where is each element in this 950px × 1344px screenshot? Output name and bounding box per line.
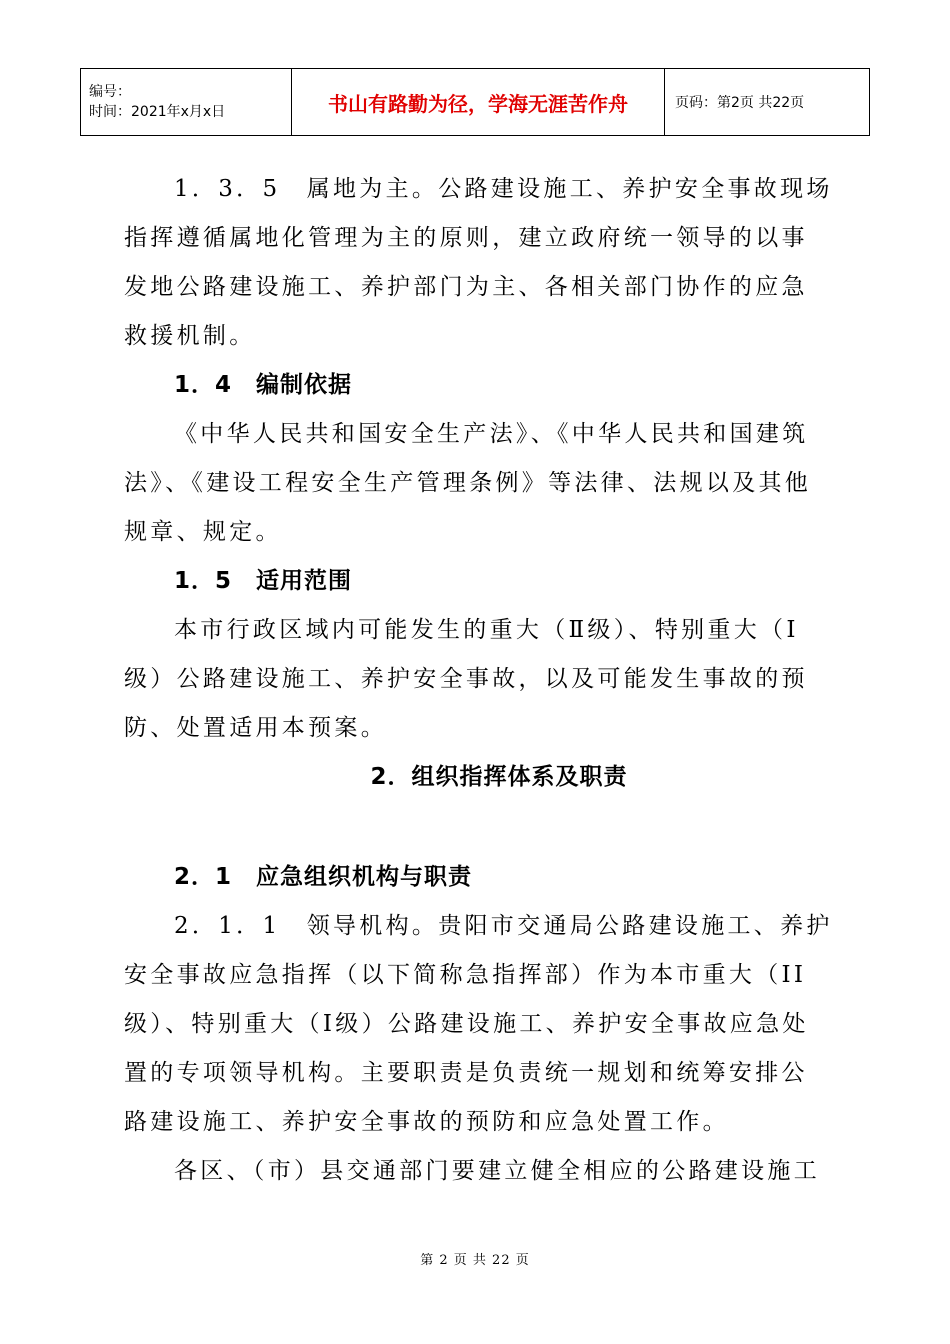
page-footer: 第 2 页 共 22 页 [420, 1253, 530, 1268]
header-motto: 书山有路勤为径，学海无涯苦作舟 [292, 69, 665, 136]
paragraph-2-1-1: 2．1．1 领导机构。贵阳市交通局公路建设施工、养护安全事故应急指挥（以下简称急指挥部）作为本市重大（II级）、特别重大（Ⅰ级）公路建设施工、养护安全事故应急处置的专项领导机构。主要职责是负责统一规划和统筹安排公路建设施工、养护安全事故的预防和应急处置工作。 [124, 913, 833, 1135]
header-page-info: 页码：第2页 共22页 [665, 69, 870, 136]
time-label: 时间：2021年x月x日 [89, 104, 226, 120]
paragraph-basis: 《中华人民共和国安全生产法》、《中华人民共和国建筑法》、《建设工程安全生产管理条例》等法律、法规以及其他规章、规定。 [124, 421, 812, 545]
section-heading-2: 2．组织指挥体系及职责 [370, 764, 628, 790]
header-meta [81, 69, 292, 136]
number-label: 编号： [89, 84, 131, 100]
paragraph-districts: 各区、（市）县交通部门要建立健全相应的公路建设施工 [174, 1158, 820, 1184]
paragraph-1-3-5: 1．3．5 属地为主。公路建设施工、养护安全事故现场指挥遵循属地化管理为主的原则，建立政府统一领导的以事发地公路建设施工、养护部门为主、各相关部门协作的应急救援机制。 [124, 176, 833, 349]
heading-1-4: 1．4 编制依据 [174, 372, 353, 398]
header-table [80, 68, 870, 136]
document-body [124, 165, 834, 1196]
heading-2-1: 2．1 应急组织机构与职责 [174, 864, 473, 890]
heading-1-5: 1．5 适用范围 [174, 568, 353, 594]
paragraph-scope: 本市行政区域内可能发生的重大（Ⅱ级）、特别重大（Ⅰ级）公路建设施工、养护安全事故，以及可能发生事故的预防、处置适用本预案。 [124, 617, 808, 741]
